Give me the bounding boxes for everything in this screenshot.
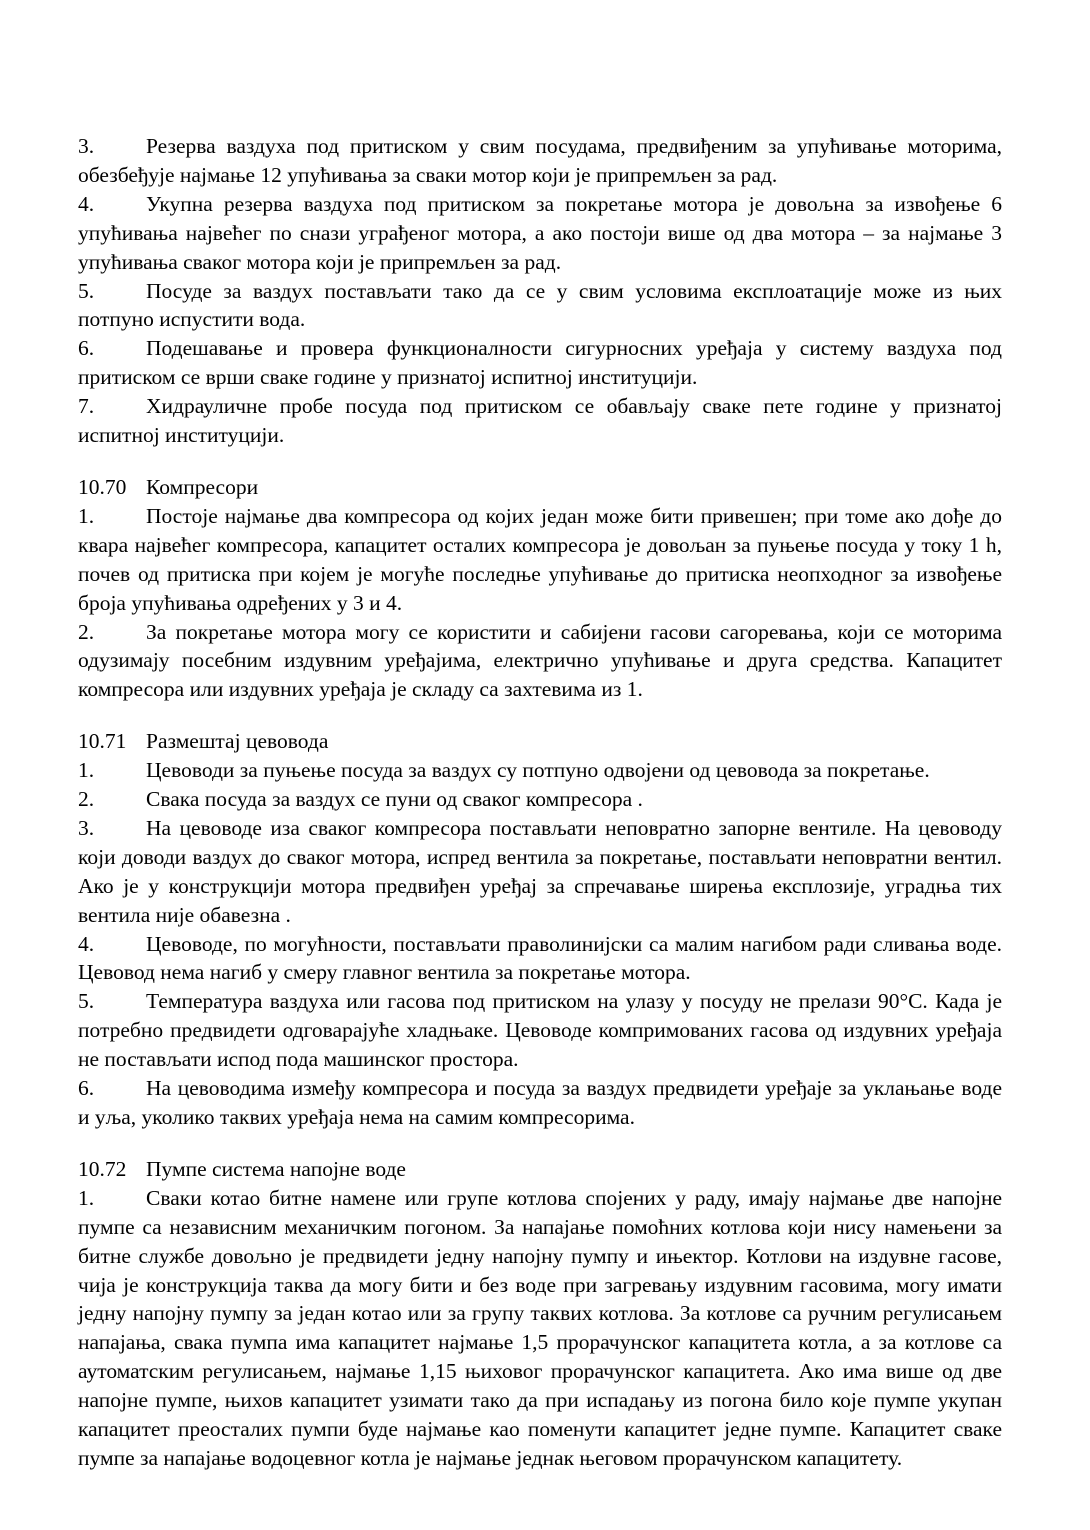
list-item-number: 1. [78, 758, 95, 783]
list-item [78, 930, 1002, 988]
list-item-text: Хидрауличне пробе посуда под притиском се обављају сваке пете године у признатој испитној институцији. [78, 394, 1002, 448]
list-item [78, 756, 1002, 785]
list-item-text: Укупна резерва ваздуха под притиском за покретање мотора је довољна за извођење 6 упућивања највећег по снази уграђеног мотора, а ако постоји више од два мотора – за најмање 3 упућивања сваког мотора који је припремљен за рад. [78, 191, 1002, 274]
section-spacer [78, 1132, 1002, 1155]
list-item-number: 2. [78, 619, 95, 644]
section-heading-title: Компресори [146, 474, 259, 499]
list-item-number: 5. [78, 278, 95, 303]
list-item-text: Цевоводи за пуњење посуда за ваздух су потпуно одвојени од цевовода за покретање. [146, 758, 930, 783]
list-item-number: 1. [78, 503, 95, 528]
list-item-number: 7. [78, 394, 95, 419]
list-item-text: За покретање мотора могу се користити и сабијени гасови сагоревања, који се моторима одузимају посебним издувним уређајима, електрично упућивање и друга средства. Капацитет компресора или издувних уређаја је складу са захтевима из 1. [78, 619, 1002, 702]
list-item [78, 987, 1002, 1074]
list-item-number: 2. [78, 787, 95, 812]
list-item-text: Посуде за ваздух постављати тако да се у свим условима експлоатације може из њих потпуно испустити вода. [78, 278, 1002, 332]
list-item [78, 1184, 1002, 1473]
section-heading [78, 727, 1002, 756]
list-item-number: 4. [78, 191, 95, 216]
list-item-number: 1. [78, 1185, 95, 1210]
list-item-text: Подешавање и провера функционалности сигурносних уређаја у систему ваздуха под притиском се врши сваке године у признатој испитној институцији. [78, 336, 1002, 390]
section-spacer [78, 450, 1002, 473]
list-item-number: 6. [78, 1076, 95, 1101]
list-item [78, 392, 1002, 450]
list-item-text: Резерва ваздуха под притиском у свим посудама, предвиђеним за упућивање моторима, обезбеђује најмање 12 упућивања за сваки мотор који је припремљен за рад. [78, 134, 1002, 187]
list-item-text: Цевоводе, по могућности, постављати праволинијски са малим нагибом ради сливања воде. Цевовод нема нагиб у смеру главног вентила за покретање мотора. [78, 931, 1002, 985]
list-item-number: 5. [78, 989, 95, 1014]
section-heading-number: 10.72 [78, 1156, 127, 1181]
list-item [78, 190, 1002, 277]
section-heading-number: 10.70 [78, 474, 127, 499]
list-item [78, 1074, 1002, 1132]
list-item [78, 618, 1002, 705]
list-item-number: 4. [78, 931, 95, 956]
list-item-text: Свака посуда за ваздух се пуни од сваког компресора . [146, 787, 643, 812]
list-item-text: Постоје најмање два компресора од којих један може бити привешен; при томе ако дође до квара највећег компресора, капацитет осталих компресора је довољан за пуњење посуда у току 1 h, почев од притиска при којем је могуће последње упућивање до притиска неопходног за извођење броја упућивања одређених у 3 и 4. [78, 503, 1002, 615]
list-item-number: 3. [78, 134, 95, 158]
list-item [78, 814, 1002, 930]
list-item [78, 132, 1002, 190]
list-item [78, 277, 1002, 335]
section-spacer [78, 704, 1002, 727]
section-heading-title: Размештај цевовода [146, 729, 329, 754]
section-heading [78, 473, 1002, 502]
section-heading [78, 1155, 1002, 1184]
list-item [78, 334, 1002, 392]
list-item-text: На цевоводима између компресора и посуда за ваздух предвидети уређаје за уклањање воде и уља, уколико таквих уређаја нема на самим компресорима. [78, 1076, 1002, 1129]
list-item [78, 785, 1002, 814]
section-heading-title: Пумпе система напојне воде [146, 1156, 406, 1181]
list-item [78, 502, 1002, 618]
list-item-number: 6. [78, 336, 95, 361]
list-item-number: 3. [78, 815, 95, 840]
list-item-text: Сваки котао битне намене или групе котлова спојених у раду, имају најмање две напојне пумпе са независним механичким погоном. За напајање помоћних котлова који нису намењени за битне службе довољно је предвидети једну напојну пумпу и ињектор. Котлови на издувне гасове, чија је конструкција таква да могу бити и без воде при загревању издувним гасовима, могу имати једну напојну пумпу за један котао или за групу таквих котлова. За котлове са ручним регулисањем напајања, свака пумпа има капацитет најмање 1,5 прорачунског капацитета котла, а за котлове са аутоматским регулисањем, најмање 1,15 њиховог прорачунског капацитета. Ако има више од две напојне пумпе, њихов капацитет узимати тако да при испадању из погона било које пумпе укупан капацитет преосталих пумпи буде најмање као поменути капацитет једне пумпе. Капацитет сваке пумпе за напајање водоцевног котла је најмање једнак његовом прорачунском капацитету. [78, 1185, 1002, 1470]
list-item-text: Температура ваздуха или гасова под притиском на улазу у посуду не прелази 90°C. Када је потребно предвидети одговарајуће хладњаке. Цевоводе компримованих гасова од издувних уређаја не постављати испод пода машинског простора. [78, 989, 1002, 1072]
section-heading-number: 10.71 [78, 729, 127, 754]
list-item-text: На цевоводе иза сваког компресора постављати неповратно запорне вентиле. На цевоводу који доводи ваздух до сваког мотора, испред вентила за покретање, постављати неповратни вентил. Ако је у конструкцији мотора предвиђен уређај за спречавање ширења експлозије, уградња тих вентила није обавезна . [78, 815, 1002, 927]
